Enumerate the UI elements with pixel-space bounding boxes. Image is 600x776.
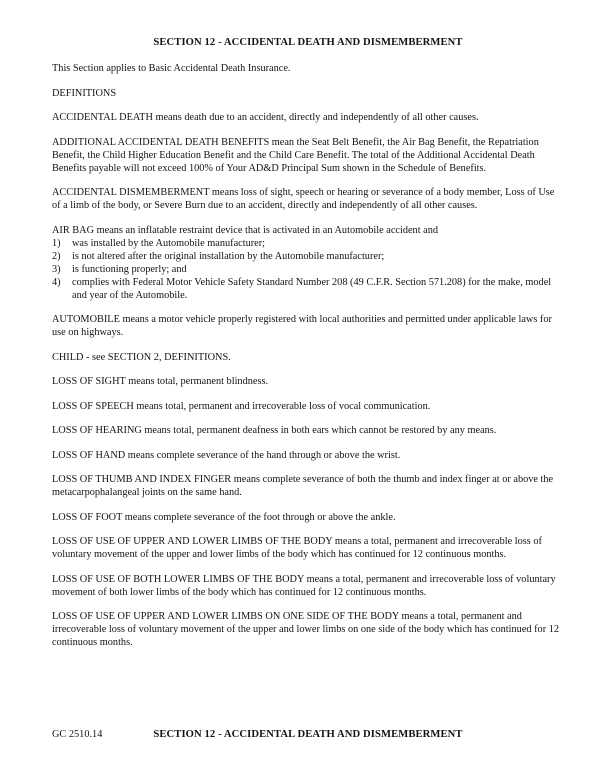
footer-section-title: SECTION 12 - ACCIDENTAL DEATH AND DISMEMBERMENT (153, 729, 463, 740)
definition-accidental-dismemberment: ACCIDENTAL DISMEMBERMENT means loss of sight, speech or hearing or severance of a body member, Loss of Use of a limb of the body, or Severe Burn due to an accident, directly and independently of all other causes. (52, 187, 555, 211)
document-content (52, 36, 564, 661)
intro-paragraph: This Section applies to Basic Accidental Death Insurance. (52, 63, 291, 74)
definition-accidental-death: ACCIDENTAL DEATH means death due to an accident, directly and independently of all other causes. (52, 112, 479, 123)
footer-doc-code: GC 2510.14 (52, 729, 103, 740)
list-item-text: was installed by the Automobile manufacturer; (72, 237, 266, 249)
definitions-heading: DEFINITIONS (52, 87, 117, 99)
definition-child: CHILD - see SECTION 2, DEFINITIONS. (52, 351, 231, 363)
definition-automobile: AUTOMOBILE means a motor vehicle properly registered with local authorities and permitted under applicable laws for use on highways. (52, 314, 552, 338)
definition-loss-of-speech: LOSS OF SPEECH means total, permanent and irrecoverable loss of vocal communication. (52, 400, 431, 412)
definition-loss-of-use-both-lower-limbs: LOSS OF USE OF BOTH LOWER LIMBS OF THE BODY means a total, permanent and irrecoverable loss of voluntary movement of both lower limbs of the body which has continued for 12 continuous months. (52, 573, 556, 598)
list-item-text: is not altered after the original installation by the Automobile manufacturer; (72, 250, 385, 262)
list-item-number: 2) (52, 250, 61, 262)
list-item (52, 276, 564, 302)
list-item (52, 237, 564, 250)
air-bag-lead: AIR BAG means an inflatable restraint device that is activated in an Automobile accident and (52, 224, 439, 236)
list-item-number: 3) (52, 263, 61, 275)
definition-air-bag (52, 224, 564, 302)
definition-loss-of-use-upper-and-lower-limbs: LOSS OF USE OF UPPER AND LOWER LIMBS OF THE BODY means a total, permanent and irrecoverable loss of voluntary movement of the upper and lower limbs of the body which has continued for 12 continuous months. (52, 536, 542, 560)
definition-loss-of-use-limbs-one-side: LOSS OF USE OF UPPER AND LOWER LIMBS ON ONE SIDE OF THE BODY means a total, permanent and irrecoverable loss of voluntary movement of the upper and lower limbs on one side of the body which has continued for 12 continuous months. (52, 611, 559, 648)
list-item (52, 250, 564, 263)
list-item-text: complies with Federal Motor Vehicle Safety Standard Number 208 (49 C.F.R. Section 571.208) for the make, model and year of the Automobile. (72, 276, 552, 301)
section-title: SECTION 12 - ACCIDENTAL DEATH AND DISMEMBERMENT (153, 37, 463, 48)
definition-loss-of-hand: LOSS OF HAND means complete severance of the hand through or above the wrist. (52, 449, 401, 461)
list-item-number: 4) (52, 276, 61, 288)
definition-loss-of-sight: LOSS OF SIGHT means total, permanent blindness. (52, 376, 269, 387)
definition-loss-of-hearing: LOSS OF HEARING means total, permanent deafness in both ears which cannot be restored by any means. (52, 425, 497, 436)
page-footer (52, 728, 564, 742)
definition-additional-accidental-death-benefits: ADDITIONAL ACCIDENTAL DEATH BENEFITS mean the Seat Belt Benefit, the Air Bag Benefit, the Repatriation Benefit, the Child Higher Education Benefit and the Child Care Benefit. The total of the Additional Accidental Death Benefits payable will not exceed 100% of Your AD&D Principal Sum shown in the Schedule of Benefits. (52, 136, 539, 174)
definition-loss-of-foot: LOSS OF FOOT means complete severance of the foot through or above the ankle. (52, 511, 396, 523)
list-item (52, 263, 564, 276)
list-item-text: is functioning properly; and (72, 263, 187, 275)
definition-loss-of-thumb-and-index-finger: LOSS OF THUMB AND INDEX FINGER means complete severance of both the thumb and index finger at or above the metacarpophalangeal joints on the same hand. (52, 474, 554, 498)
list-item-number: 1) (52, 237, 61, 249)
